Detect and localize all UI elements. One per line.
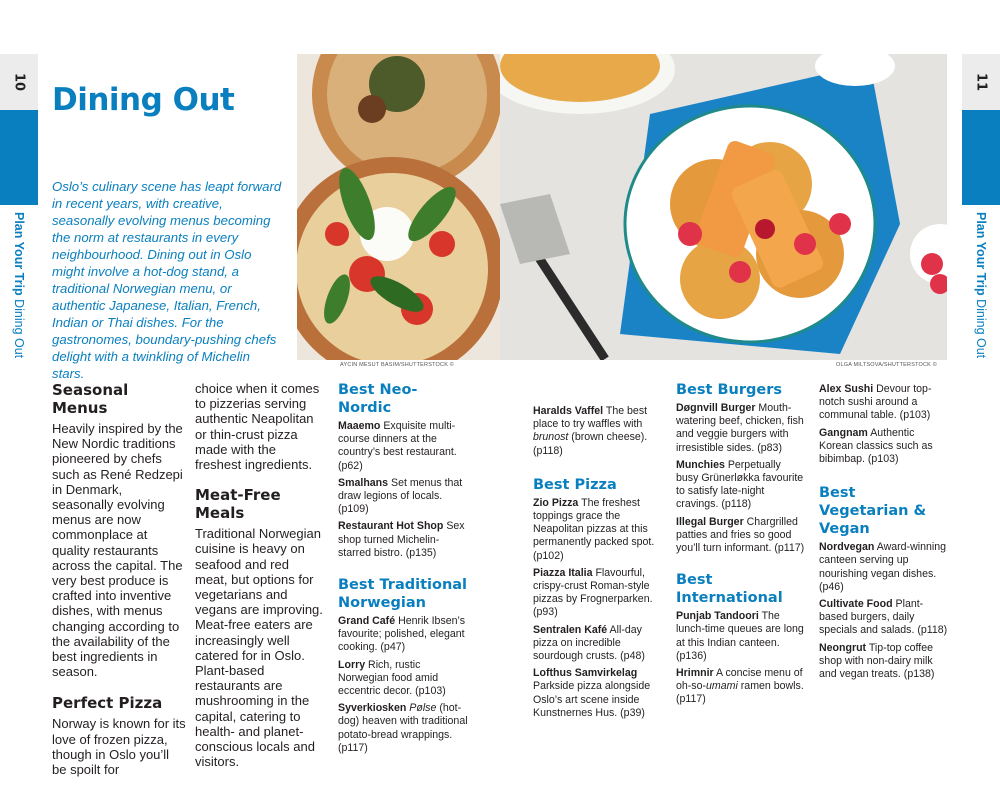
entry-name: Piazza Italia xyxy=(533,566,593,579)
page-title: Dining Out xyxy=(52,82,235,118)
left-page-number: 10 xyxy=(11,72,27,92)
entry-name: Gangnam xyxy=(819,426,868,439)
list-item xyxy=(819,541,949,594)
column-5 xyxy=(676,381,806,707)
entry-name: Lorry xyxy=(338,658,366,671)
entry-name: Lofthus Samvirkelag xyxy=(533,667,638,680)
entry-name: Neongrut xyxy=(819,641,867,654)
list-item xyxy=(676,610,806,663)
list-item xyxy=(338,420,468,473)
list-item xyxy=(819,642,949,682)
best-vegetarian-heading: Best Vegetarian & Vegan xyxy=(819,485,927,538)
list-item xyxy=(338,615,468,655)
entry-desc: Set menus that draw legions of locals. (p109) xyxy=(338,476,463,516)
column-1 xyxy=(52,381,187,777)
pizza-photo-credit: AYCIN MESUT BASIM/SHUTTERSTOCK © xyxy=(340,362,455,368)
entry-name: Maaemo xyxy=(338,420,381,432)
entry-name: Smalhans xyxy=(338,476,389,489)
entry-name: Grand Café xyxy=(338,615,396,628)
list-item xyxy=(533,405,663,458)
left-section-bold: Plan Your Trip xyxy=(12,212,26,296)
entry-desc: Award-winning canteen serving up nourishing vegan dishes. (p46) xyxy=(819,541,946,593)
entry-desc: A concise menu of oh-so- xyxy=(676,667,803,693)
entry-name: Haralds Vaffel xyxy=(533,405,604,417)
entry-desc: Tip-top coffee shop with non-dairy milk and vegan treats. (p138) xyxy=(819,641,935,681)
list-item xyxy=(533,667,663,720)
entry-desc: Plant-based burgers, daily specials and salads. (p118) xyxy=(819,598,948,637)
entry-desc: Sex shop turned Michelin-starred bistro. (p135) xyxy=(338,520,465,559)
waffle-photo-credit: OLGA MILTSOVA/SHUTTERSTOCK © xyxy=(836,362,938,368)
entry-desc: Flavourful, crispy-crust Roman-style pizzas by Frognerparken. (p93) xyxy=(533,566,653,619)
entry-desc: Perpetually busy Grünerløkka favourite to satisfy late-night cravings. (p118) xyxy=(676,458,804,511)
list-item xyxy=(819,427,949,467)
left-section-light: Dining Out xyxy=(12,299,26,359)
seasonal-menus-heading: Seasonal Menus xyxy=(52,381,129,417)
column-4 xyxy=(533,383,663,720)
left-section-tab xyxy=(0,110,38,205)
list-item xyxy=(338,520,468,560)
list-item xyxy=(338,477,468,517)
intro-text: Oslo’s culinary scene has leapt forward in recent years, with creative, seasonally evolving menus becoming the norm at restaurants in every neighbourhood. Dining out in Oslo might involve a hot-dog stand, a traditional Norwegian menu, or authentic Japanese, Italian, French, Indian or Thai dishes. For the gastronomes, boundary-pushing chefs delight with a twinkling of Michelin stars. xyxy=(52,179,282,381)
entry-name: Munchies xyxy=(676,458,725,471)
right-page-number-tab xyxy=(962,54,1000,110)
entry-desc-italic: umami xyxy=(706,680,738,693)
entry-name: Cultivate Food xyxy=(819,598,893,611)
entry-desc: Mouth-watering beef, chicken, fish and veggie burgers with irresistible sides. (p83) xyxy=(676,402,804,454)
entry-desc-end: ramen bowls. (p117) xyxy=(676,680,804,706)
entry-name: Døgnvill Burger xyxy=(676,402,756,414)
entry-desc: Henrik Ibsen’s favourite; polished, elegant cooking. (p47) xyxy=(338,615,465,654)
entry-desc: Rich, rustic Norwegian food amid eccentric decor. (p103) xyxy=(338,658,446,698)
pizza-photo xyxy=(297,54,500,360)
entry-desc: Exquisite multi-course dinners at the country’s best restaurant. (p62) xyxy=(338,420,457,472)
right-section-tab xyxy=(962,110,1000,205)
list-item xyxy=(533,497,663,563)
perfect-pizza-text-continued: choice when it comes to pizzerias serving authentic Neapolitan or thin-crust pizza made with the freshest ingredients. xyxy=(195,381,320,473)
entry-desc: The lunch-time queues are long at this Indian canteen. (p136) xyxy=(676,610,804,662)
right-page-number: 11 xyxy=(973,72,989,92)
list-item xyxy=(676,667,806,707)
best-neo-nordic-heading: Best Neo-Nordic xyxy=(338,382,418,416)
entry-desc-italic: brunost xyxy=(533,431,569,444)
left-page-number-tab xyxy=(0,54,38,110)
entry-desc: All-day pizza on incredible sourdough crusts. (p48) xyxy=(533,623,645,663)
entry-name: Syverkiosken xyxy=(338,702,407,715)
list-item xyxy=(676,516,806,556)
list-item xyxy=(676,459,806,512)
column-3 xyxy=(338,381,468,755)
entry-desc: Chargrilled patties and fries so good you’ll turn informant. (p117) xyxy=(676,515,805,555)
best-burgers-heading: Best Burgers xyxy=(676,382,783,398)
entry-name: Punjab Tandoori xyxy=(676,610,759,623)
entry-desc: Devour top-notch sushi around a communal table. (p103) xyxy=(819,383,932,422)
entry-desc: The freshest toppings grace the Neapolitan pizzas at this permanently packed spot. (p102) xyxy=(533,496,655,562)
waffle-photo xyxy=(500,54,947,360)
entry-name: Sentralen Kafé xyxy=(533,623,608,636)
entry-name: Hrimnir xyxy=(676,667,714,680)
right-section-light: Dining Out xyxy=(974,299,988,359)
entry-desc-end: (brown cheese). (p118) xyxy=(533,431,648,457)
pizza-illustration xyxy=(297,54,500,360)
column-6 xyxy=(819,383,949,681)
list-item xyxy=(819,598,949,638)
list-item xyxy=(676,402,806,455)
right-section-label xyxy=(962,212,1000,372)
entry-name: Restaurant Hot Shop xyxy=(338,520,444,533)
entry-name: Nordvegan xyxy=(819,541,875,554)
list-item xyxy=(338,702,468,755)
perfect-pizza-heading: Perfect Pizza xyxy=(52,694,163,713)
waffle-illustration xyxy=(500,54,947,360)
entry-desc: (hot-dog) heaven with traditional potato-bread wrappings. (p117) xyxy=(338,702,468,754)
entry-desc: Parkside pizza alongside Oslo’s art scene inside Kunstnernes Hus. (p39) xyxy=(533,680,651,719)
entry-desc: Authentic Korean classics such as bibimbap. (p103) xyxy=(819,426,933,466)
entry-desc-italic: Pølse xyxy=(409,702,437,715)
entry-desc: The best place to try waffles with xyxy=(533,405,648,431)
best-pizza-heading: Best Pizza xyxy=(533,476,617,493)
column-2 xyxy=(195,381,325,769)
list-item xyxy=(533,624,663,664)
best-traditional-heading: Best Traditional Norwegian xyxy=(338,577,468,612)
seasonal-menus-text: Heavily inspired by the New Nordic traditions pioneered by chefs such as René Redzepi in Denmark, seasonally evolving menus are now commonplace at quality restaurants across the capital. The very best produce is crafted into inventive dishes, with menus changing according to the availability of the best ingredients in season. xyxy=(52,421,183,680)
meat-free-text: Traditional Norwegian cuisine is heavy on seafood and red meat, but options for vegetarians and vegans are improving. Meat-free eaters are increasingly well catered for in Oslo. Plant-based restaurants are mushrooming in the capital, catering to health- and planet-conscious locals and visitors. xyxy=(195,526,323,770)
meat-free-heading: Meat-Free Meals xyxy=(195,486,281,523)
entry-name: Zio Pizza xyxy=(533,496,579,509)
left-section-label xyxy=(0,212,38,372)
best-international-heading: Best International xyxy=(676,572,783,607)
entry-name: Alex Sushi xyxy=(819,383,874,395)
list-item xyxy=(338,659,468,699)
list-item xyxy=(819,383,949,423)
entry-name: Illegal Burger xyxy=(676,515,744,528)
perfect-pizza-text: Norway is known for its love of frozen pizza, though in Oslo you’ll be spoilt for xyxy=(52,716,186,778)
list-item xyxy=(533,567,663,620)
right-section-bold: Plan Your Trip xyxy=(974,212,988,296)
